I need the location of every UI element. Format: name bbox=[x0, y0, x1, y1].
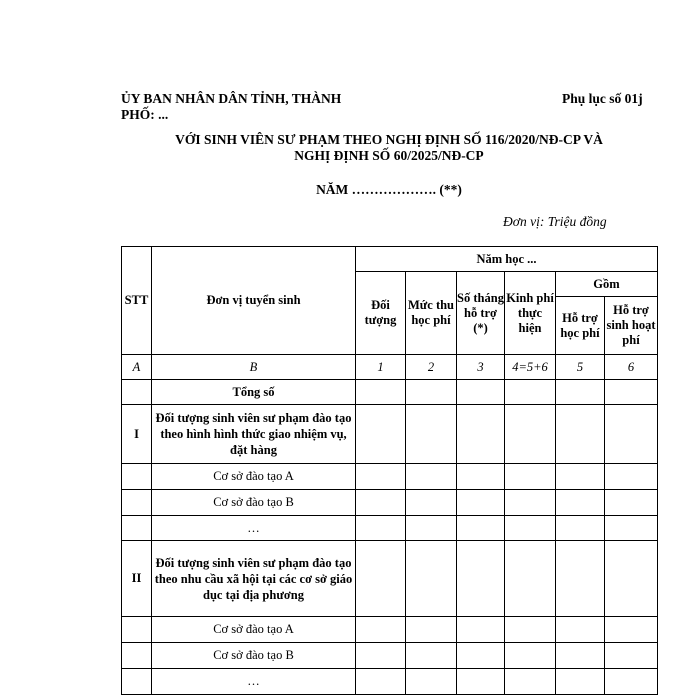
data-cell bbox=[505, 405, 556, 464]
unit-cell: Cơ sở đào tạo B bbox=[152, 490, 356, 516]
data-cell bbox=[605, 380, 658, 405]
index-cell: 6 bbox=[605, 355, 658, 380]
table-row bbox=[122, 541, 658, 617]
data-cell bbox=[457, 516, 505, 541]
stt-cell bbox=[122, 464, 152, 490]
table-row bbox=[122, 464, 658, 490]
table-row bbox=[122, 643, 658, 669]
document-title bbox=[121, 132, 657, 164]
data-cell bbox=[457, 464, 505, 490]
data-cell bbox=[605, 516, 658, 541]
index-cell: A bbox=[122, 355, 152, 380]
data-cell bbox=[556, 516, 605, 541]
data-cell bbox=[356, 464, 406, 490]
stt-cell bbox=[122, 516, 152, 541]
header-doi-tuong: Đối tượng bbox=[356, 272, 406, 355]
index-cell: 1 bbox=[356, 355, 406, 380]
data-cell bbox=[605, 617, 658, 643]
data-cell bbox=[457, 643, 505, 669]
data-cell bbox=[406, 643, 457, 669]
data-cell bbox=[356, 490, 406, 516]
data-cell bbox=[457, 380, 505, 405]
stt-cell bbox=[122, 643, 152, 669]
index-cell: 4=5+6 bbox=[505, 355, 556, 380]
data-cell bbox=[406, 490, 457, 516]
data-cell bbox=[457, 669, 505, 695]
index-row bbox=[122, 355, 658, 380]
data-cell bbox=[605, 643, 658, 669]
data-cell bbox=[605, 464, 658, 490]
unit-label: Đơn vị: Triệu đồng bbox=[503, 214, 607, 229]
data-cell bbox=[556, 541, 605, 617]
unit-cell: … bbox=[152, 669, 356, 695]
stt-cell: I bbox=[122, 405, 152, 464]
title-line-1: VỚI SINH VIÊN SƯ PHẠM THEO NGHỊ ĐỊNH SỐ 116/2020/NĐ-CP VÀ bbox=[175, 132, 603, 147]
table-row bbox=[122, 617, 658, 643]
data-cell bbox=[556, 464, 605, 490]
data-cell bbox=[406, 669, 457, 695]
data-cell bbox=[356, 617, 406, 643]
stt-cell bbox=[122, 617, 152, 643]
table-row bbox=[122, 490, 658, 516]
header-ho-tro-hoc-phi: Hỗ trợ học phí bbox=[556, 297, 605, 355]
index-cell: 2 bbox=[406, 355, 457, 380]
unit-cell: Đối tượng sinh viên sư phạm đào tạo theo nhu cầu xã hội tại các cơ sở giáo dục tại địa phương bbox=[152, 541, 356, 617]
data-cell bbox=[556, 490, 605, 516]
header-unit: Đơn vị tuyển sinh bbox=[152, 247, 356, 355]
index-cell: 5 bbox=[556, 355, 605, 380]
agency-line-1: ỦY BAN NHÂN DÂN TỈNH, THÀNH bbox=[121, 91, 342, 106]
stt-cell bbox=[122, 490, 152, 516]
data-cell bbox=[406, 405, 457, 464]
data-cell bbox=[457, 541, 505, 617]
year-line: NĂM ………………. (**) bbox=[316, 182, 462, 197]
data-cell bbox=[356, 669, 406, 695]
data-cell bbox=[605, 405, 658, 464]
data-cell bbox=[406, 541, 457, 617]
table-row bbox=[122, 405, 658, 464]
data-cell bbox=[457, 490, 505, 516]
appendix-label: Phụ lục số 01j bbox=[562, 91, 643, 106]
stt-cell: II bbox=[122, 541, 152, 617]
data-cell bbox=[406, 617, 457, 643]
data-cell bbox=[356, 380, 406, 405]
data-cell bbox=[505, 464, 556, 490]
data-cell bbox=[605, 669, 658, 695]
header-year-group: Năm học ... bbox=[356, 247, 658, 272]
unit-cell: Cơ sở đào tạo A bbox=[152, 464, 356, 490]
data-cell bbox=[505, 490, 556, 516]
data-cell bbox=[406, 516, 457, 541]
data-cell bbox=[406, 464, 457, 490]
unit-cell: … bbox=[152, 516, 356, 541]
unit-cell: Cơ sở đào tạo A bbox=[152, 617, 356, 643]
data-cell bbox=[505, 541, 556, 617]
total-row bbox=[122, 380, 658, 405]
data-cell bbox=[505, 380, 556, 405]
data-cell bbox=[556, 643, 605, 669]
title-line-2: NGHỊ ĐỊNH SỐ 60/2025/NĐ-CP bbox=[294, 148, 484, 163]
data-cell bbox=[556, 405, 605, 464]
total-label: Tổng số bbox=[152, 380, 356, 405]
data-cell bbox=[356, 541, 406, 617]
unit-cell: Đối tượng sinh viên sư phạm đào tạo theo hình hình thức giao nhiệm vụ, đặt hàng bbox=[152, 405, 356, 464]
data-cell bbox=[556, 617, 605, 643]
data-cell bbox=[505, 516, 556, 541]
header-muc-thu: Mức thu học phí bbox=[406, 272, 457, 355]
stt-cell bbox=[122, 669, 152, 695]
data-cell bbox=[356, 516, 406, 541]
data-cell bbox=[505, 617, 556, 643]
table-row bbox=[122, 516, 658, 541]
header-kinh-phi: Kinh phí thực hiện bbox=[505, 272, 556, 355]
funding-table bbox=[121, 246, 658, 695]
header-gom: Gồm bbox=[556, 272, 658, 297]
header-ho-tro-sinh-hoat: Hỗ trợ sinh hoạt phí bbox=[605, 297, 658, 355]
data-cell bbox=[356, 405, 406, 464]
index-cell: 3 bbox=[457, 355, 505, 380]
agency-line-2: PHỐ: ... bbox=[121, 107, 169, 122]
stt-cell bbox=[122, 380, 152, 405]
data-cell bbox=[505, 669, 556, 695]
data-cell bbox=[556, 669, 605, 695]
data-cell bbox=[605, 541, 658, 617]
data-cell bbox=[406, 380, 457, 405]
data-cell bbox=[505, 643, 556, 669]
data-cell bbox=[356, 643, 406, 669]
index-cell: B bbox=[152, 355, 356, 380]
data-cell bbox=[605, 490, 658, 516]
table-row bbox=[122, 669, 658, 695]
unit-cell: Cơ sở đào tạo B bbox=[152, 643, 356, 669]
data-cell bbox=[457, 405, 505, 464]
header-so-thang: Số tháng hỗ trợ (*) bbox=[457, 272, 505, 355]
agency-header bbox=[121, 91, 341, 123]
data-cell bbox=[457, 617, 505, 643]
header-stt: STT bbox=[122, 247, 152, 355]
data-cell bbox=[556, 380, 605, 405]
